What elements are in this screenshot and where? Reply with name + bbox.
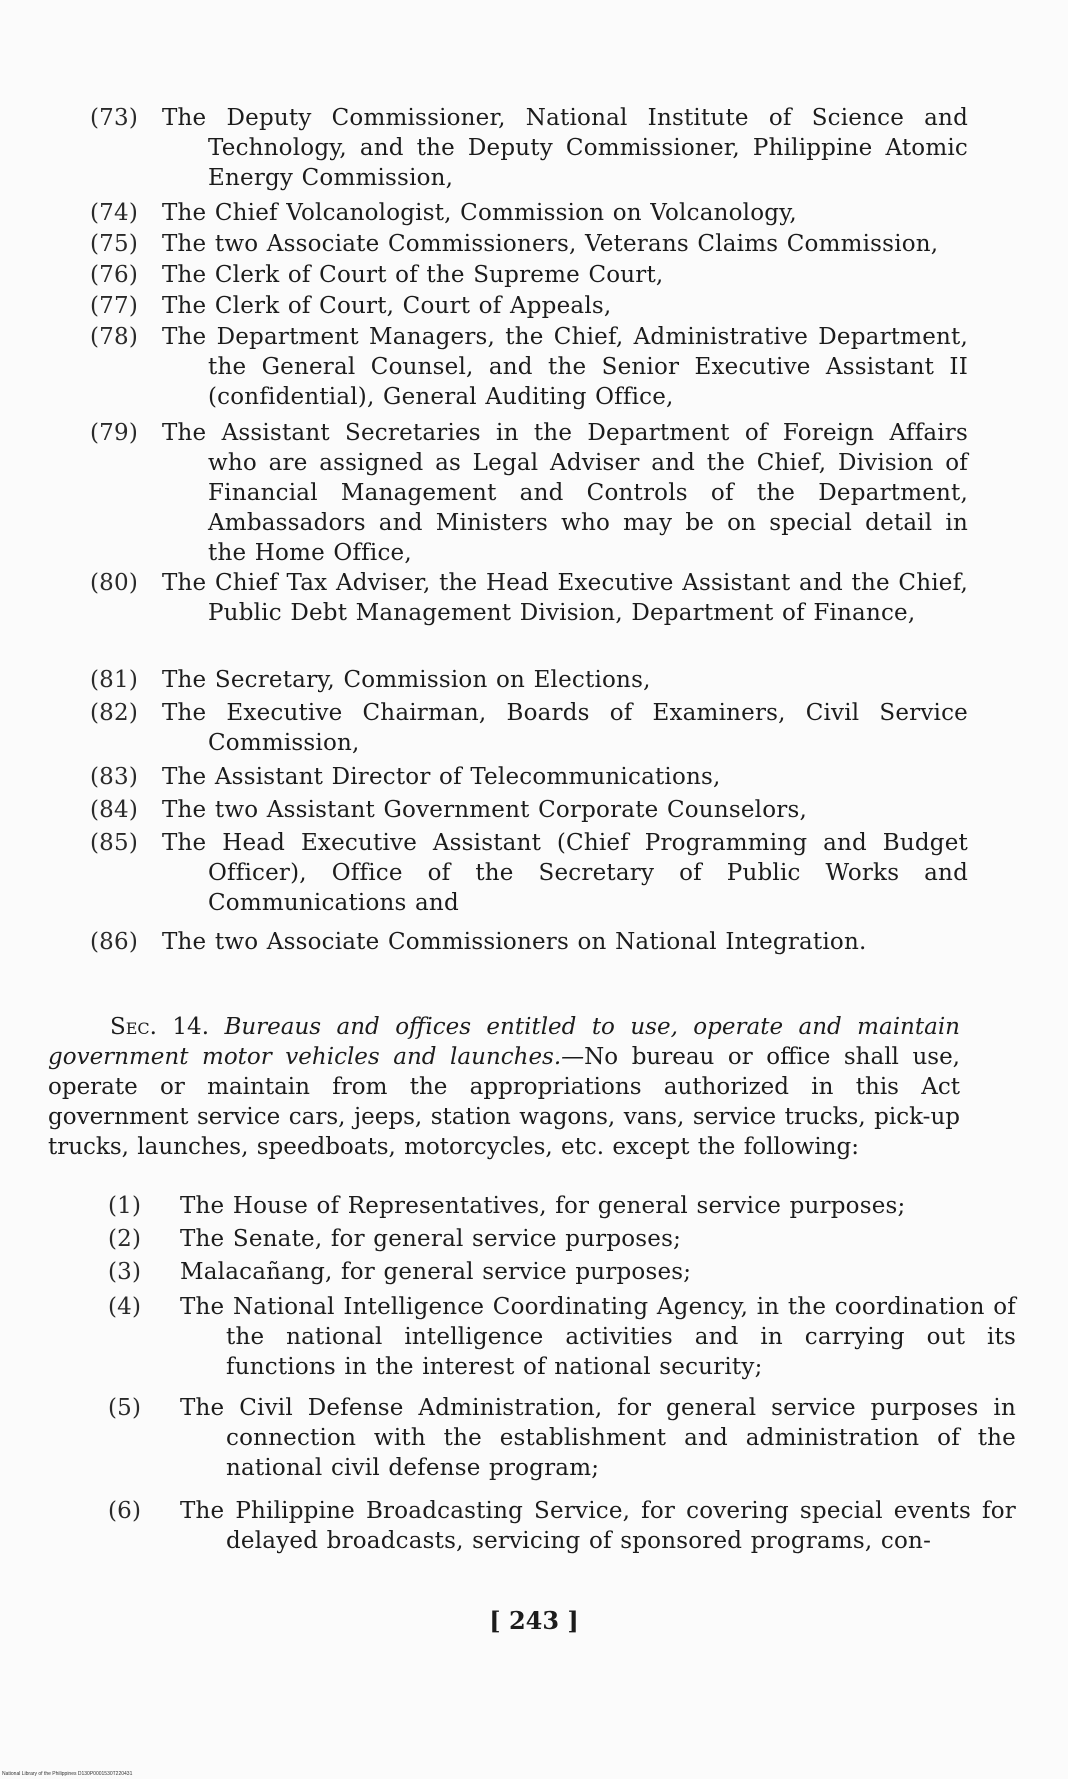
item-number: (5) — [108, 1395, 142, 1421]
list-item — [90, 927, 968, 957]
list-item — [90, 103, 968, 193]
item-number: (3) — [108, 1259, 142, 1285]
list-item — [90, 322, 968, 412]
item-text: The Assistant Director of Telecommunications, — [162, 764, 721, 790]
item-text: The Assistant Secretaries in the Department of Foreign Affairs who are assigned as Legal Adviser and the Chief, Division of Financial Management and Controls of the Department, Ambassadors and Ministers who may be on special detail in the Home Office, — [162, 420, 968, 566]
list-item — [90, 828, 968, 918]
section-title: Bureaus and offices entitled to use, operate and maintain government motor vehicles and launches.— — [48, 1014, 960, 1070]
list-item — [90, 665, 968, 695]
item-number: (85) — [90, 830, 139, 856]
section-body: No bureau or office shall use, operate or maintain from the appropriations authorized in this Act government service cars, jeeps, station wagons, vans, service trucks, pick-up trucks, launches, speedboats, motorcycles, etc. except the following: — [48, 1044, 960, 1160]
item-text: The House of Representatives, for general service purposes; — [180, 1193, 906, 1219]
item-number: (84) — [90, 797, 139, 823]
page-number: [ 243 ] — [489, 1606, 579, 1635]
item-text: The Clerk of Court of the Supreme Court, — [162, 262, 664, 288]
item-number: (74) — [90, 200, 139, 226]
section-label: Sec. 14. — [110, 1014, 209, 1040]
library-stamp: National Library of the Philippines D130P0001530T220431 — [2, 1771, 133, 1777]
list-item — [90, 291, 968, 321]
item-number: (77) — [90, 293, 139, 319]
item-text: The Civil Defense Administration, for general service purposes in connection with the establishment and administration of the national civil defense program; — [180, 1395, 1016, 1481]
list-item — [90, 762, 968, 792]
item-number: (83) — [90, 764, 139, 790]
item-text: The Secretary, Commission on Elections, — [162, 667, 651, 693]
item-text: The two Associate Commissioners on National Integration. — [162, 929, 867, 955]
item-text: The two Associate Commissioners, Veterans Claims Commission, — [162, 231, 939, 257]
list-item — [108, 1191, 1016, 1221]
item-text: The Philippine Broadcasting Service, for covering special events for delayed broadcasts, servicing of sponsored programs, con- — [180, 1498, 1016, 1554]
list-item — [90, 568, 968, 628]
list-item — [108, 1224, 1016, 1254]
item-text: The Chief Volcanologist, Commission on Volcanology, — [162, 200, 797, 226]
item-number: (4) — [108, 1294, 142, 1320]
item-text: The Deputy Commissioner, National Institute of Science and Technology, and the Deputy Commissioner, Philippine Atomic Energy Commission, — [162, 105, 968, 191]
item-number: (2) — [108, 1226, 142, 1252]
item-text: The Clerk of Court, Court of Appeals, — [162, 293, 612, 319]
item-text: The Department Managers, the Chief, Administrative Department, the General Counsel, and the Senior Executive Assistant II (confidential), General Auditing Office, — [162, 324, 968, 410]
item-number: (75) — [90, 231, 139, 257]
item-text: The Chief Tax Adviser, the Head Executive Assistant and the Chief, Public Debt Management Division, Department of Finance, — [162, 570, 968, 626]
item-number: (78) — [90, 324, 139, 350]
list-item — [90, 260, 968, 290]
list-item — [108, 1496, 1016, 1556]
list-item — [90, 795, 968, 825]
item-number: (82) — [90, 700, 139, 726]
list-item — [108, 1292, 1016, 1382]
item-number: (73) — [90, 105, 139, 131]
list-item — [90, 229, 968, 259]
list-item — [90, 698, 968, 758]
list-item — [90, 198, 968, 228]
list-item — [90, 418, 968, 568]
item-number: (1) — [108, 1193, 142, 1219]
list-item — [108, 1393, 1016, 1483]
item-number: (76) — [90, 262, 139, 288]
item-text: Malacañang, for general service purposes; — [180, 1259, 692, 1285]
item-text: The Senate, for general service purposes; — [180, 1226, 682, 1252]
item-number: (6) — [108, 1498, 142, 1524]
item-text: The Head Executive Assistant (Chief Programming and Budget Officer), Office of the Secretary of Public Works and Communications and — [162, 830, 968, 916]
item-number: (80) — [90, 570, 139, 596]
item-number: (79) — [90, 420, 139, 446]
item-number: (86) — [90, 929, 139, 955]
item-text: The National Intelligence Coordinating Agency, in the coordination of the national intelligence activities and in carrying out its functions in the interest of national security; — [180, 1294, 1016, 1380]
item-number: (81) — [90, 667, 139, 693]
section-paragraph — [48, 1012, 960, 1162]
list-item — [108, 1257, 1016, 1287]
item-text: The Executive Chairman, Boards of Examiners, Civil Service Commission, — [162, 700, 968, 756]
item-text: The two Assistant Government Corporate Counselors, — [162, 797, 807, 823]
